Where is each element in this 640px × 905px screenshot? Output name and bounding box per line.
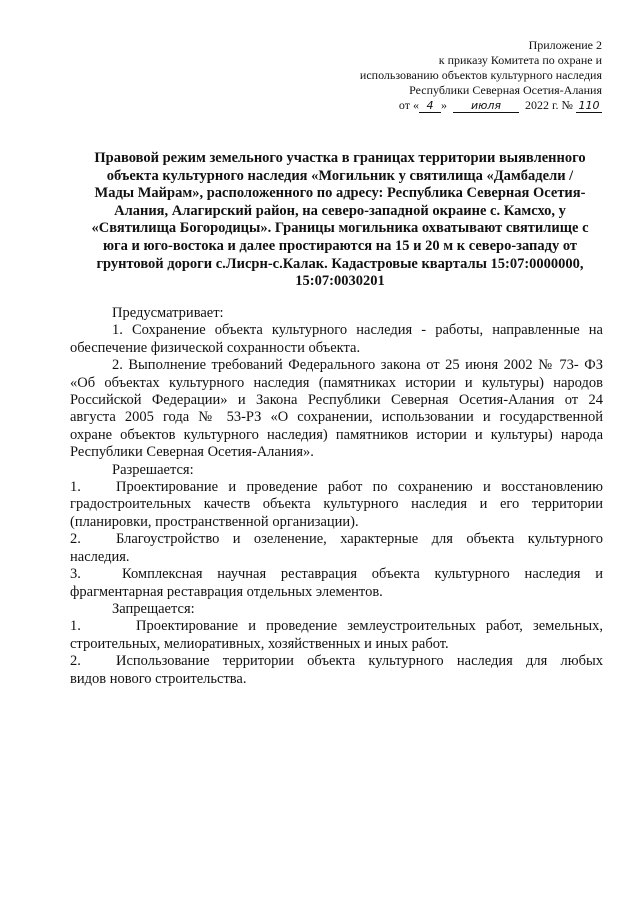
allowed-item-3-cont: фрагментарная реставрация отдельных элементов.	[70, 583, 383, 600]
forbidden-item-2-text: Использование территории объекта культурного наследия для любых	[116, 653, 603, 670]
title-line: Мады Майрам», расположенного по адресу: Республика Северная Осетия-	[94, 185, 586, 202]
allowed-item-1-text: Проектирование и проведение работ по сохранению и восстановлению	[116, 479, 603, 496]
committee-name: использованию объектов культурного наследия	[359, 68, 602, 82]
provides-item-1-cont: обеспечение физической сохранности объекта.	[70, 339, 361, 356]
title-line: юга и юго-востока и далее простираются на 15 и 20 м к северо-западу от	[102, 237, 578, 254]
document-title	[70, 150, 610, 291]
handwritten-month: июля	[453, 100, 519, 113]
republic-name: Республики Северная Осетия-Алания	[409, 83, 602, 97]
provides-item-2-cont: Российской Федерации» и Закона Республики Северная Осетия-Алания от 24	[70, 392, 603, 409]
handwritten-order-number: 110	[576, 100, 602, 113]
year-text: 2022 г. №	[524, 98, 573, 112]
forbidden-item-2-number: 2.	[70, 653, 81, 670]
provides-item-2-cont: августа 2005 года № 53-РЗ «О сохранении, использовании и государственной	[70, 409, 603, 426]
date-mid: »	[440, 98, 447, 112]
allowed-item-2	[70, 531, 603, 548]
order-date-line	[302, 98, 602, 113]
date-prefix: от «	[398, 98, 419, 112]
provides-item-2-cont: Республики Северная Осетия-Алания».	[70, 444, 314, 461]
title-line: «Святилища Богородицы». Границы могильника охватывают святилище с	[91, 220, 589, 237]
allowed-item-3-number: 3.	[70, 566, 81, 583]
appendix-header	[302, 38, 602, 113]
allowed-item-3-text: Комплексная научная реставрация объекта культурного наследия и	[122, 566, 603, 583]
allowed-item-1-cont: (планировки, пространственной организации).	[70, 513, 359, 530]
provides-item-2-cont: охране объектов культурного наследия) памятников истории и культуры) народа	[70, 426, 603, 443]
allowed-item-2-cont: наследия.	[70, 548, 130, 565]
allowed-item-1-cont: градостроительных качеств объекта культурного наследия и его территории	[70, 496, 603, 513]
title-line: грунтовой дороги с.Лисрн-с.Калак. Кадастровые кварталы 15:07:0000000,	[96, 255, 584, 272]
order-reference: к приказу Комитета по охране и	[438, 53, 602, 67]
provides-item-2-cont: «Об объектах культурного наследия (памятниках истории и культуры) народов	[70, 374, 603, 391]
handwritten-day: 4	[419, 100, 441, 113]
provides-heading: Предусматривает:	[112, 305, 224, 321]
allowed-item-1	[70, 479, 603, 496]
title-line: Правовой режим земельного участка в границах территории выявленного	[94, 150, 586, 166]
document-body	[70, 305, 603, 688]
title-line: 15:07:0030201	[295, 273, 385, 290]
allowed-item-2-number: 2.	[70, 531, 81, 548]
title-line: объекта культурного наследия «Могильник у святилища «Дамбадели /	[106, 167, 574, 184]
allowed-item-3	[70, 566, 603, 583]
appendix-number: Приложение 2	[528, 38, 602, 52]
allowed-heading: Разрешается:	[112, 461, 194, 478]
forbidden-item-1	[70, 618, 603, 635]
forbidden-item-1-text: Проектирование и проведение землеустроительных работ, земельных,	[136, 618, 603, 635]
forbidden-item-2	[70, 653, 603, 670]
provides-item-1: 1. Сохранение объекта культурного наследия - работы, направленные на	[112, 322, 603, 339]
forbidden-item-1-cont: строительных, мелиоративных, хозяйственных и иных работ.	[70, 635, 449, 652]
allowed-item-2-text: Благоустройство и озеленение, характерные для объекта культурного	[116, 531, 603, 548]
forbidden-item-2-cont: видов нового строительства.	[70, 670, 247, 687]
allowed-item-1-number: 1.	[70, 479, 81, 496]
forbidden-heading: Запрещается:	[112, 600, 195, 617]
provides-item-2: 2. Выполнение требований Федерального закона от 25 июня 2002 № 73- ФЗ	[112, 357, 603, 374]
title-line: Алания, Алагирский район, на северо-западной окраине с. Камсхо, у	[114, 202, 566, 219]
forbidden-item-1-number: 1.	[70, 618, 81, 635]
